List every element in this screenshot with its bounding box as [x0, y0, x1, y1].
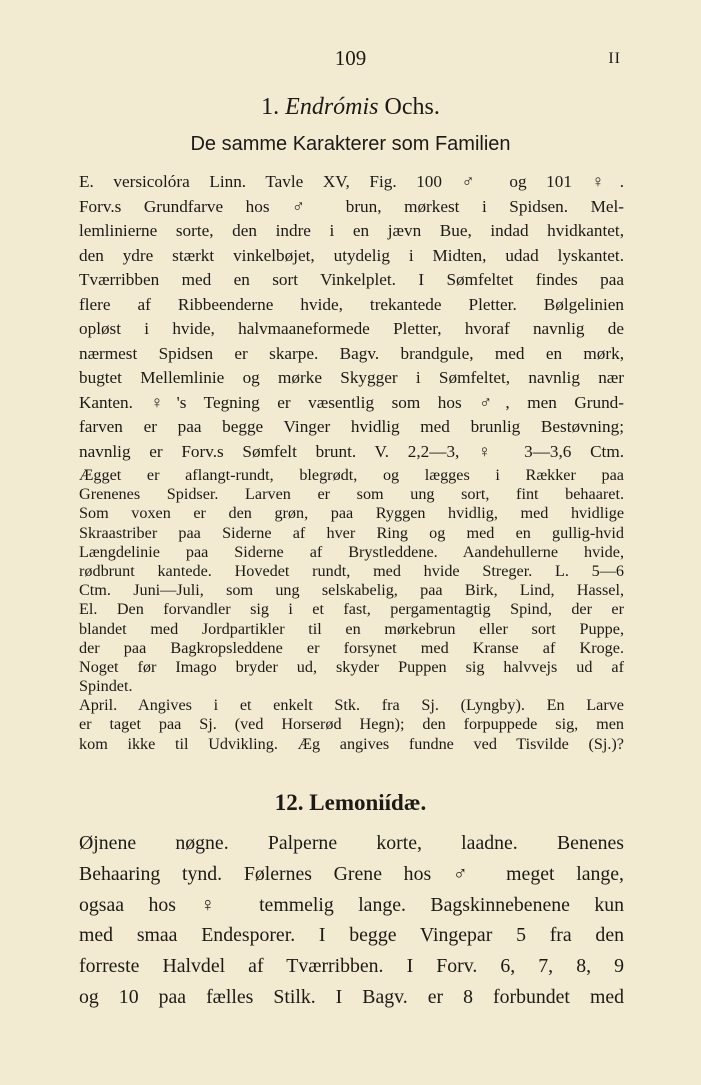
text-line: Grenenes Spidser. Larven er som ung sort, fint behaaret.	[79, 485, 624, 504]
biology-description	[79, 466, 624, 754]
text-line: Som voxen er den grøn, paa Ryggen hvidlig, med hvidlige	[79, 504, 624, 523]
genus-number: 1.	[261, 94, 280, 120]
genus-name: Endrómis	[285, 94, 379, 120]
text-line: Noget før Imago bryder ud, skyder Puppen sig halvvejs ud af	[79, 657, 624, 676]
text-line: rødbrunt kantede. Hovedet rundt, med hvide Streger. L. 5—6	[79, 561, 624, 580]
genus-author: Ochs.	[384, 94, 440, 120]
genus-heading	[0, 94, 701, 121]
text-line: April. Angives i et enkelt Stk. fra Sj. (Lyngby). En Larve	[79, 696, 624, 715]
text-line: Forv.s Grundfarve hos ♂ brun, mørkest i Spidsen. Mel-	[79, 196, 624, 216]
text-line: Kanten. ♀'s Tegning er væsentlig som hos ♂, men Grund-	[79, 392, 624, 412]
family-note: De samme Karakterer som Familien	[190, 133, 511, 155]
text-line: flere af Ribbeenderne hvide, trekantede Pletter. Bølgelinien	[79, 294, 624, 314]
page-number: 109	[334, 46, 367, 70]
text-line: bugtet Mellemlinie og mørke Skygger i Sømfeltet, navnlig nær	[79, 368, 624, 387]
text-line: ogsaa hos ♀ temmelig lange. Bagskinnebenene kun	[79, 893, 624, 916]
text-line: Længdelinie paa Siderne af Brystleddene. Aandehullerne hvide,	[79, 542, 624, 561]
text-line: Tværribben med en sort Vinkelplet. I Sømfeltet findes paa	[79, 270, 624, 289]
text-line: nærmest Spidsen er skarpe. Bagv. brandgule, med en mørk,	[79, 343, 624, 363]
text-line: navnlig er Forv.s Sømfelt brunt. V. 2,2—3, ♀ 3—3,6 Ctm.	[79, 441, 624, 461]
text-line: Spindet.	[79, 677, 133, 696]
text-line: lemlinierne sorte, den indre i en jævn Bue, indad hvidkantet,	[79, 221, 624, 240]
text-line: kom ikke til Udvikling. Æg angives fundne ved Tisvilde (Sj.)?	[79, 734, 624, 753]
text-line: farven er paa begge Vinger hvidlig med brunlig Bestøvning;	[79, 417, 624, 436]
text-line: Skraastriber paa Siderne af hver Ring og med en gullig-hvid	[79, 523, 624, 542]
text-line: er taget paa Sj. (ved Horserød Hegn); den forpuppede sig, men	[79, 715, 624, 734]
text-line: der paa Bagkropsleddene er forsynet med Kranse af Kroge.	[79, 638, 624, 657]
text-line: opløst i hvide, halvmaaneformede Pletter, hvoraf navnlig de	[79, 319, 624, 338]
text-line: forreste Halvdel af Tværribben. I Forv. 6, 7, 8, 9	[79, 955, 624, 978]
text-line: El. Den forvandler sig i et fast, pergamentagtig Spind, der er	[79, 600, 624, 619]
text-line: blandet med Jordpartikler til en mørkebrun eller sort Puppe,	[79, 619, 624, 638]
text-line: og 10 paa fælles Stilk. I Bagv. er 8 forbundet med	[79, 985, 624, 1008]
family-heading: 12. Lemoniídæ.	[274, 790, 427, 815]
family-description	[79, 828, 624, 1013]
signature-mark: II	[608, 50, 621, 67]
species-description	[79, 170, 624, 464]
text-line: Behaaring tynd. Følernes Grene hos ♂ meget lange,	[79, 862, 624, 885]
text-line: Ctm. Juni—Juli, som ung selskabelig, paa Birk, Lind, Hassel,	[79, 581, 624, 600]
text-line: med smaa Endesporer. I begge Vingepar 5 fra den	[79, 924, 624, 947]
text-line: Øjnene nøgne. Palperne korte, laadne. Benenes	[79, 832, 624, 854]
text-line: den ydre stærkt vinkelbøjet, utydelig i Midten, udad lyskantet.	[79, 245, 624, 265]
text-line: E. versicolóra Linn. Tavle XV, Fig. 100 ♂ og 101 ♀.	[79, 172, 624, 191]
text-line: Ægget er aflangt-rundt, blegrødt, og lægges i Rækker paa	[79, 466, 624, 484]
